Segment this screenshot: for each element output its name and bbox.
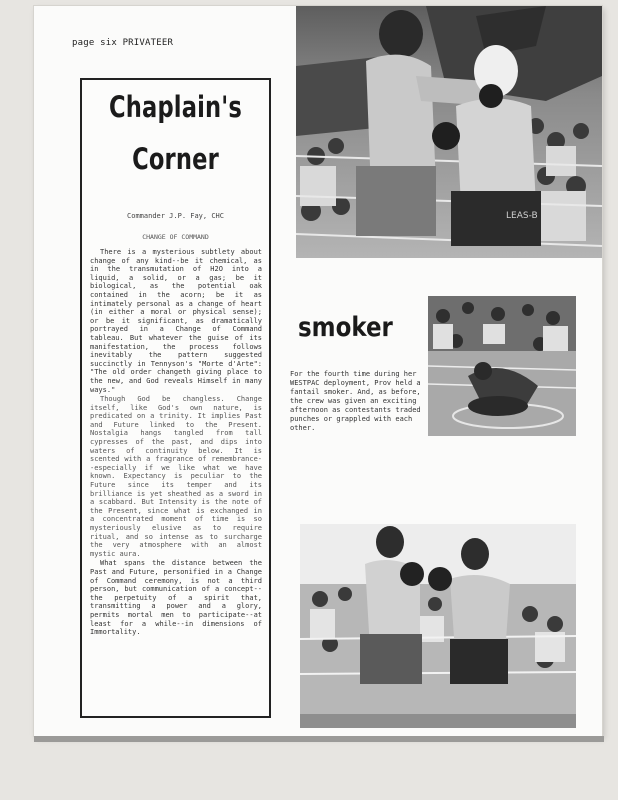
boxing-photo-top — [296, 6, 602, 258]
column-title-line1: Chaplain's — [109, 90, 242, 124]
shorts-label: LEAS-B — [506, 211, 538, 221]
boxing-photo-bottom — [300, 524, 576, 728]
page-shadow — [34, 736, 604, 742]
smoker-caption: For the fourth time during her WESTPAC deployment, Prov held a fantail smoker. And, as before, the crew was given an exciting afternoon as contestants traded punches or grappled with each other. — [290, 370, 421, 432]
byline: Commander J.P. Fay, CHC — [127, 212, 224, 220]
article-paragraph-1: There is a mysterious subtlety about change of any kind--be it chemical, as in the transmutation of H2O into a liquid, a solid, or a gas; be it biological, as the potential oak contained in the acorn; be it as intimately personal as a change of heart (in either a moral or physical sense); or be it significant, as dramatically portrayed in a Change of Command tableau. But whatever the guise of its manifestation, the process follows inevitably the pattern suggested succinctly in Tennyson's "Morte d'Arte": "The old order changeth giving place to the new, and God reveals Himself in many ways." — [90, 248, 262, 394]
smoker-headline: smoker — [298, 312, 393, 343]
article-body — [90, 248, 262, 638]
article-paragraph-3: What spans the distance between the Past and Future, personified in a Change of Command ceremony, is not a third person, but communication of a concept--the perpetuity of a spirit that, transmitting a power and a glory, permits mortal men to participate--at least for a while--in dimensions of Immortality. — [90, 559, 262, 637]
article-paragraph-2: Though God be changless. Change itself, like God's own nature, is predicated on a trinity. It implies Past and Future linked to the Present. Nostalgia hangs tangled from tall cypresses of the past, and dips into waters of continuity below. It is scented with a fragrance of remembrance--especially if we like what we have known. Expectancy is peculiar to the Future since its temper and its brilliance is yet sheathed as a sword in a scabbard. But Intensity is the note of the Present, since what is exchanged in a concentrated moment of time is so mysteriously elusive as to require ritual, and so intense as to surcharge the very atmosphere with an almost mystic aura. — [90, 395, 262, 558]
article-subhead: CHANGE OF COMMAND — [142, 233, 209, 241]
page-header: page six PRIVATEER — [72, 38, 174, 48]
wrestling-photo — [428, 296, 576, 436]
chaplains-corner-box — [80, 78, 271, 718]
column-title-line2: Corner — [132, 142, 219, 176]
